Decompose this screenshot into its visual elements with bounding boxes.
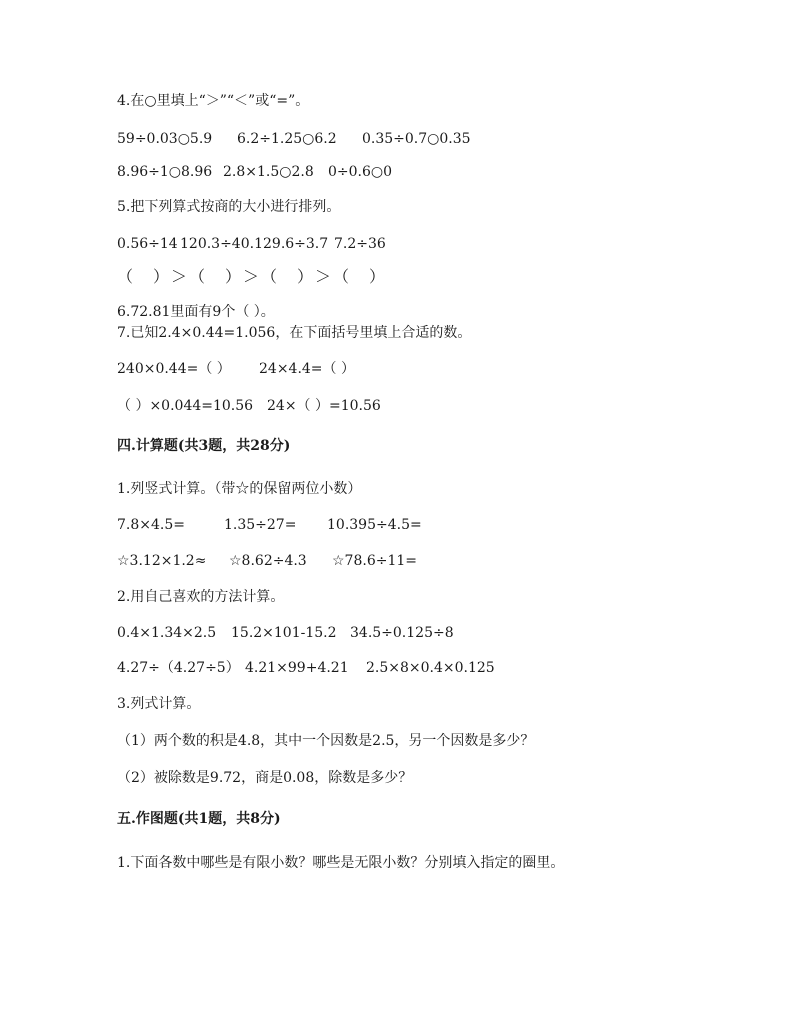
q5-expr3: 29.6÷3.7 — [263, 236, 329, 252]
q4-row1-item1: 59÷0.03○5.9 — [117, 131, 213, 147]
q5-expr1: 0.56÷14 — [117, 236, 178, 252]
q5-title: 5.把下列算式按商的大小进行排列。 — [117, 199, 341, 215]
s4-q1-row2-item1: ☆3.12×1.2≈ — [117, 553, 207, 569]
q5-expr2: 120.3÷40.1 — [180, 236, 263, 252]
q4-row2-item2: 2.8×1.5○2.8 — [223, 164, 314, 180]
q4-row2-item1: 8.96÷1○8.96 — [117, 164, 213, 180]
s4-q2-row2-item3: 2.5×8×0.4×0.125 — [366, 660, 495, 676]
q5-expr4: 7.2÷36 — [334, 236, 386, 252]
section5-heading: 五.作图题(共1题，共8分) — [117, 811, 281, 827]
s4-q2-row1-item3: 34.5÷0.125÷8 — [350, 625, 454, 641]
q7-row1-item2: 24×4.4=（ ） — [259, 361, 355, 377]
q6-title: 6.72.81里面有9个（ ）。 — [117, 304, 275, 320]
q4-row2-item3: 0÷0.6○0 — [328, 164, 393, 180]
q7-row2-item1: （ ）×0.044=10.56 — [117, 398, 254, 414]
s5-q1-title: 1.下面各数中哪些是有限小数？哪些是无限小数？分别填入指定的圈里。 — [117, 855, 565, 871]
s4-q1-row2-item2: ☆8.62÷4.3 — [229, 553, 307, 569]
s4-q2-row1-item2: 15.2×101-15.2 — [231, 625, 337, 641]
s4-q3-title: 3.列式计算。 — [117, 696, 201, 712]
q4-row1-item2: 6.2÷1.25○6.2 — [237, 131, 337, 147]
section4-heading: 四.计算题(共3题，共28分) — [117, 438, 291, 454]
s4-q2-title: 2.用自己喜欢的方法计算。 — [117, 589, 285, 605]
s4-q1-row1-item1: 7.8×4.5= — [117, 517, 185, 533]
s4-q1-row2-item3: ☆78.6÷11= — [332, 553, 417, 569]
s4-q2-row2-item2: 4.21×99+4.21 — [245, 660, 349, 676]
q7-row1-item1: 240×0.44=（ ） — [117, 361, 231, 377]
q5-order-blanks: （ ）＞（ ）＞（ ）＞（ ） — [117, 267, 388, 286]
s4-q1-row1-item2: 1.35÷27= — [224, 517, 297, 533]
s4-q1-row1-item3: 10.395÷4.5= — [327, 517, 422, 533]
s4-q3-sub2: （2）被除数是9.72，商是0.08，除数是多少？ — [117, 770, 413, 786]
s4-q3-sub1: （1）两个数的积是4.8，其中一个因数是2.5，另一个因数是多少？ — [117, 733, 535, 749]
s4-q1-title: 1.列竖式计算。（带☆的保留两位小数） — [117, 481, 362, 497]
q7-title: 7.已知2.4×0.44=1.056，在下面括号里填上合适的数。 — [117, 325, 472, 341]
q4-title: 4.在○里填上“＞”“＜”或“=”。 — [117, 93, 310, 109]
s4-q2-row2-item1: 4.27÷（4.27÷5） — [117, 660, 240, 676]
s4-q2-row1-item1: 0.4×1.34×2.5 — [117, 625, 217, 641]
q4-row1-item3: 0.35÷0.7○0.35 — [362, 131, 471, 147]
q7-row2-item2: 24×（ ）=10.56 — [267, 398, 381, 414]
